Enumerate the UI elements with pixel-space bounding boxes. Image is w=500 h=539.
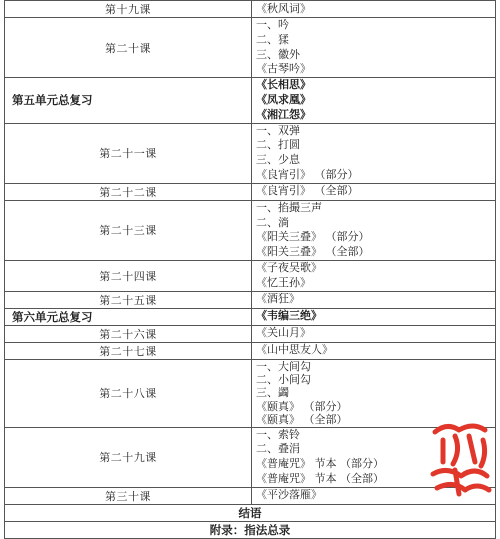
lesson-title: 第二十八课 [5, 359, 252, 427]
content-item: 《酒狂》 [256, 292, 300, 306]
table-row [5, 78, 496, 123]
lesson-content [252, 200, 496, 260]
red-seal-stamp-icon [425, 418, 495, 498]
content-item: 《阳关三叠》 （全部） [256, 245, 370, 259]
appendix-heading: 附录：指法总录 [5, 521, 496, 538]
table-row [5, 183, 496, 200]
lesson-content [252, 78, 496, 123]
table-row [5, 18, 496, 78]
lesson-content [252, 1, 496, 18]
table-row [5, 123, 496, 183]
content-item: 《子夜吴歌》 [256, 260, 322, 274]
content-item: 《韦编三绝》 [256, 309, 322, 323]
table-row [5, 308, 496, 325]
table-row [5, 260, 496, 291]
content-item: 一、掐撮三声 [256, 200, 322, 214]
content-item: 二、淌 [256, 215, 289, 229]
lesson-title: 第二十五课 [5, 291, 252, 308]
table-row [5, 342, 496, 359]
lesson-content [252, 123, 496, 183]
lesson-content [252, 325, 496, 342]
lesson-title: 第二十四课 [5, 260, 252, 291]
content-item: 一、大间勾 [256, 359, 311, 373]
content-item: 《良宵引》 （部分） [256, 167, 359, 181]
content-item: 《颐真》 （全部） [256, 413, 348, 427]
content-item: 《颐真》 （部分） [256, 399, 348, 413]
table-row [5, 504, 496, 521]
lesson-content [252, 18, 496, 78]
content-item: 《良宵引》 （全部） [256, 184, 359, 198]
content-item: 三、蠲 [256, 386, 289, 400]
unit-review-title: 第六单元总复习 [5, 308, 252, 325]
content-item: 《普庵咒》 节本 （全部） [256, 471, 384, 485]
content-item: 《凤求凰》 [256, 92, 311, 106]
content-item: 三、徽外 [256, 47, 300, 61]
content-item: 一、吟 [256, 18, 289, 31]
content-item: 《平沙落雁》 [256, 488, 322, 502]
lesson-content [252, 260, 496, 291]
content-item: 二、打圆 [256, 138, 300, 152]
content-item: 三、少息 [256, 153, 300, 167]
lesson-title: 第三十课 [5, 487, 252, 504]
content-item: 《长相思》 [256, 78, 311, 92]
content-item: 《忆王孙》 [256, 275, 311, 289]
unit-review-title: 第五单元总复习 [5, 78, 252, 123]
lesson-title: 第二十三课 [5, 200, 252, 260]
content-item: 《关山月》 [256, 326, 311, 340]
lesson-title: 第十九课 [5, 1, 252, 18]
table-row [5, 325, 496, 342]
content-item: 《阳关三叠》 （部分） [256, 230, 370, 244]
content-item: 《山中思友人》 [256, 343, 333, 357]
table-row [5, 1, 496, 18]
content-item: 二、叠涓 [256, 442, 300, 456]
lesson-content [252, 359, 496, 427]
content-item: 《普庵咒》 节本 （部分） [256, 457, 384, 471]
lesson-title: 第二十一课 [5, 123, 252, 183]
content-item: 二、小间勾 [256, 372, 311, 386]
conclusion-heading: 结语 [5, 504, 496, 521]
table-row [5, 200, 496, 260]
table-row [5, 427, 496, 487]
content-item: 《秋风词》 [256, 1, 311, 15]
content-item: 一、双弹 [256, 123, 300, 137]
lesson-content [252, 308, 496, 325]
lesson-title: 第二十七课 [5, 342, 252, 359]
table-of-contents [4, 0, 496, 539]
content-item: 《古琴吟》 [256, 62, 311, 76]
lesson-content [252, 183, 496, 200]
content-item: 二、猱 [256, 32, 289, 46]
table-row [5, 359, 496, 427]
content-item: 一、索铃 [256, 427, 300, 441]
table-row [5, 487, 496, 504]
lesson-title: 第二十六课 [5, 325, 252, 342]
lesson-content [252, 291, 496, 308]
content-item: 《湘江怨》 [256, 107, 311, 121]
lesson-title: 第二十课 [5, 18, 252, 78]
lesson-content [252, 342, 496, 359]
lesson-title: 第二十二课 [5, 183, 252, 200]
table-row [5, 291, 496, 308]
table-row [5, 521, 496, 538]
lesson-title: 第二十九课 [5, 427, 252, 487]
